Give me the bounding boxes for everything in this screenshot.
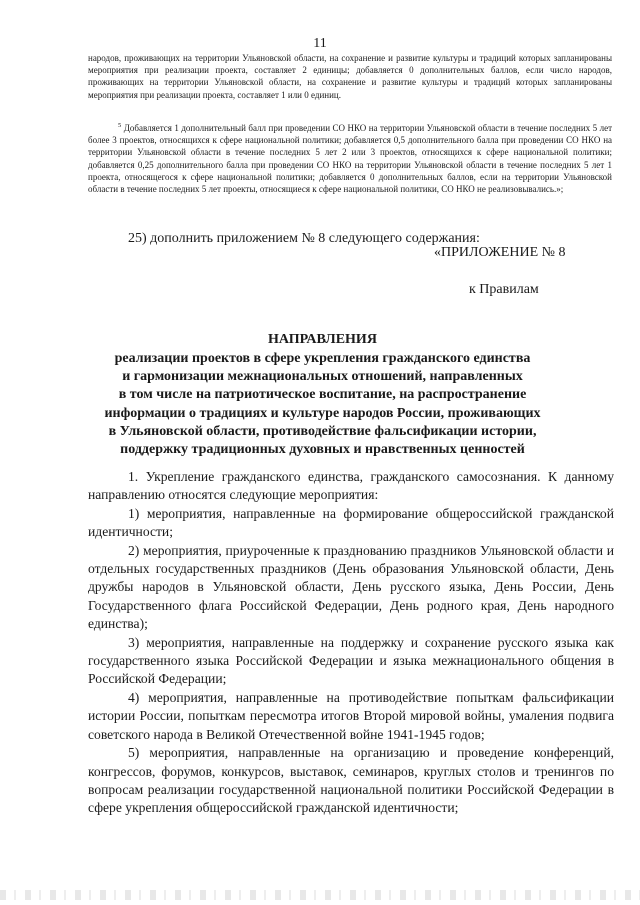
amendment-item: 25) дополнить приложением № 8 следующего содержания:: [128, 231, 480, 246]
appendix-label: «ПРИЛОЖЕНИЕ № 8: [434, 245, 566, 260]
paragraph: 3) мероприятия, направленные на поддержку и сохранение русского языка как государственного языка Российской Федерации и языка межнационального общения в Российской Федерации;: [88, 634, 614, 687]
paragraph: 2) мероприятия, приуроченные к празднованию праздников Ульяновской области и отдельных государственных праздников (День образования Ульяновской области, День дружбы народов в Ульяновской области, День русского языка, День России, День Государственного флага Российской Федерации, День родного края, День народного единства);: [88, 542, 614, 632]
subtitle-line: в том числе на патриотическое воспитание, на распространение: [118, 387, 527, 403]
page-number: 11: [313, 36, 327, 51]
paragraph: 1. Укрепление гражданского единства, гражданского самосознания. К данному направлению относятся следующие мероприятия:: [88, 469, 614, 503]
paragraph: 4) мероприятия, направленные на противодействие попыткам фальсификации истории России, попыткам пересмотра итогов Второй мировой войны, умаления подвига советского народа в Великой Отечественной войне 1941-1945 годов;: [88, 689, 614, 742]
footnote-5: [88, 122, 612, 195]
footnote-5-marker: 5: [118, 122, 122, 129]
paragraph: 5) мероприятия, направленные на организацию и проведение конференций, конгрессов, форумов, конкурсов, выставок, семинаров, круглых столов и тренингов по вопросам реализации государственной национальной политики Российской Федерации в сфере укрепления общероссийской гражданской идентичности;: [88, 745, 614, 816]
footnote-5-text: Добавляется 1 дополнительный балл при проведении СО НКО на территории Ульяновской области в течение последних 5 лет более 3 проектов, относящихся к сфере национальной политики; добавляется 0,5 дополнительного балла при проведении СО НКО на территории Ульяновской области в течение последних 5 лет 2 или 3 проектов, относящихся к сфере национальной политики; добавляется 0,25 дополнительного балла при проведении СО НКО на территории Ульяновской области в течение последних 5 лет 1 проекта, относящегося к сфере национальной политики; добавляется 0 дополнительных баллов, если на территории Ульяновской области в течение последних 5 лет проекты, относящиеся к сфере национальной политики, СО НКО не реализовывались.»;: [88, 123, 613, 195]
to-rules-label: к Правилам: [469, 282, 539, 297]
document-subtitle: [60, 350, 585, 459]
subtitle-line: реализации проектов в сфере укрепления гражданского единства: [114, 351, 531, 366]
main-body: [88, 468, 614, 818]
subtitle-line: и гармонизации межнациональных отношений, направленных: [122, 369, 523, 385]
subtitle-line: поддержку традиционных духовных и нравственных ценностей: [120, 442, 525, 458]
scan-artifact-strip: [0, 890, 640, 900]
document-title: НАПРАВЛЕНИЯ: [268, 332, 377, 347]
paragraph: 1) мероприятия, направленные на формирование общероссийской гражданской идентичности;: [88, 505, 614, 540]
subtitle-line: информации о традициях и культуре народов России, проживающих: [104, 405, 541, 421]
subtitle-line: в Ульяновской области, противодействие фальсификации истории,: [108, 423, 537, 439]
footnote-continuation: народов, проживающих на территории Ульяновской области, на сохранение и развитие культуры и традиций которых запланированы мероприятия при реализации проекта, составляет 2 единицы; добавляется 0 дополнительных баллов, если число народов, проживающих на территории Ульяновской области, на сохранение и развитие культуры и традиций которых запланированы мероприятия при реализации проекта, составляет 1 или 0 единиц.: [88, 53, 612, 100]
